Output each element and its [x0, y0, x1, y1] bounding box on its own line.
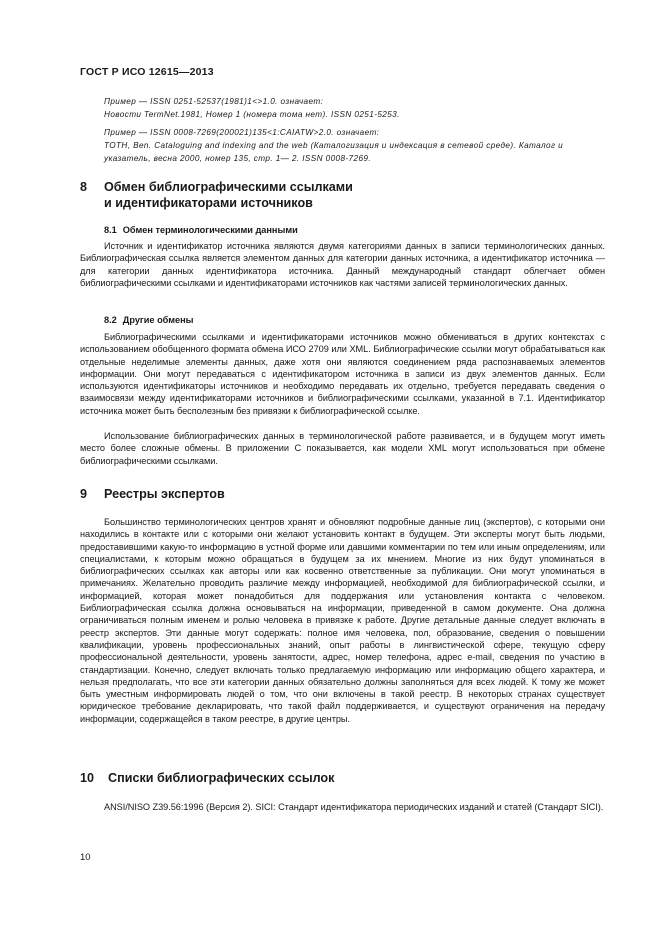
subsection-8-1-number: 8.1 — [104, 225, 117, 235]
section-9-title: Реестры экспертов — [104, 487, 225, 501]
example-2-intro: Пример — ISSN 0008-7269(200021)135<1:CAIATW>2.0. означает: — [104, 128, 380, 137]
subsection-8-2-paragraph-1: Библиографическими ссылками и идентификаторами источников можно обмениваться в других контекстах с использованием обобщенного формата обмена ИСО 2709 или XML. Библиографические ссылки могут обрабатываться как отдельные неделимые элементы данных, даже хотя они являются соединением ряда распознаваемых элементов информации. Они могут передаваться с идентификатором источника в записи из двух элементов данных. Если используются идентификаторы источников и необходимо передавать их отдельно, требуется передавать сведения о взаимосвязи между идентификаторами источников и библиографическими ссылками, указанной в 7.1. Идентификатор источника может быть бесполезным без привязки к библиографической ссылке. — [80, 332, 605, 416]
example-1-text: Новости TermNet.1981, Номер 1 (номера тома нет). ISSN 0251-5253. — [104, 109, 400, 119]
section-9-number: 9 — [80, 487, 88, 501]
section-10-heading — [80, 770, 605, 786]
example-block-2 — [80, 127, 605, 165]
example-2-text: TOTH, Ben. Cataloguing and indexing and the web (Каталогизация и индексация в сетевой среде). Каталог и указатель, весна 2000, номер 135, стр. 1— 2. ISSN 0008-7269. — [104, 140, 564, 163]
section-10-paragraph: ANSI/NISO Z39.56:1996 (Версия 2). SICI: Стандарт идентификатора периодических изданий и статей (Стандарт SICI). — [104, 802, 604, 812]
subsection-8-1-paragraph: Источник и идентификатор источника являются двумя категориями данных в записи терминологических данных. Библиографическая ссылка является элементом данных для категории данных источника, а идентификатор источника — для категории данных идентификатора источника. Данный международный стандарт облегчает обмен библиографическими ссылками и идентификаторами источников как частями записей терминологических данных. — [80, 241, 605, 288]
document-header: ГОСТ Р ИСО 12615—2013 — [80, 66, 214, 78]
section-9-paragraph: Большинство терминологических центров хранят и обновляют подробные данные лиц (экспертов), с которыми они находились в контакте или с которыми они желают установить контакт в будущем. Эти эксперты могут быть людьми, предоставившими какую-то информацию в устной форме или давшими комментарии по тем или иным определениям, или специалистами, к которым можно обращаться в будущем за их мнением. Многие из них будут упоминаться в библиографических ссылках как авторы или как косвенно ответственные за публикации. Они могут упоминаться в примечаниях. Желательно проводить различие между информацией, необходимой для библиографической ссылки, и информацией, которая может понадобиться для поддержания или установления контакта с человеком. Библиографическая ссылка должна основываться на информации, приведенной в самом документе. Она должна ограничиваться полным именем и ролью человека в привязке к работе. Другие детальные данные следует включать в реестр экспертов. Эти данные могут содержать: полное имя человека, пол, образование, сведения о повышении квалификации, уровень профессиональных знаний, опыт работы в лингвистической сфере, текущую сферу профессиональной деятельности, уровень занятости, адрес, номер телефона, адрес e-mail, сведения по участию в стандартизации. Конечно, следует включать только предлагаемую информацию или информацию общего характера, и нельзя предполагать, что все эти категории данных обязательно должны заполняться для всех людей. К тому же может быть уместным информировать людей о том, что они включены в такой реестр. В некоторых странах существует юридическое требование декларировать, что такой файл поддерживается, и существуют ограничения на передачу информации, содержащейся в таком реестре, в другие центры. — [80, 517, 605, 724]
subsection-8-1-heading — [104, 224, 604, 236]
section-8-number: 8 — [80, 180, 88, 194]
subsection-8-2-number: 8.2 — [104, 315, 117, 325]
page-number: 10 — [80, 852, 91, 863]
subsection-8-2-title: Другие обмены — [122, 315, 194, 325]
section-8-heading — [80, 179, 605, 211]
subsection-8-2-paragraph-2: Использование библиографических данных в терминологической работе развивается, и в будущем могут иметь место более сложные обмены. В приложении С показывается, как модели XML могут использоваться при обмене библиографическими ссылками. — [80, 431, 605, 466]
example-block-1 — [80, 96, 605, 122]
section-8-title-line1: Обмен библиографическими ссылками — [104, 180, 353, 194]
subsection-8-2-heading — [104, 314, 604, 326]
section-9-heading — [80, 486, 605, 502]
section-10-title: Списки библиографических ссылок — [108, 771, 335, 785]
example-1-intro: Пример — ISSN 0251-52537(1981)1<>1.0. означает: — [104, 97, 324, 106]
subsection-8-1-title: Обмен терминологическими данными — [122, 225, 298, 235]
section-8-title-line2: и идентификаторами источников — [104, 196, 313, 210]
section-10-number: 10 — [80, 771, 95, 785]
